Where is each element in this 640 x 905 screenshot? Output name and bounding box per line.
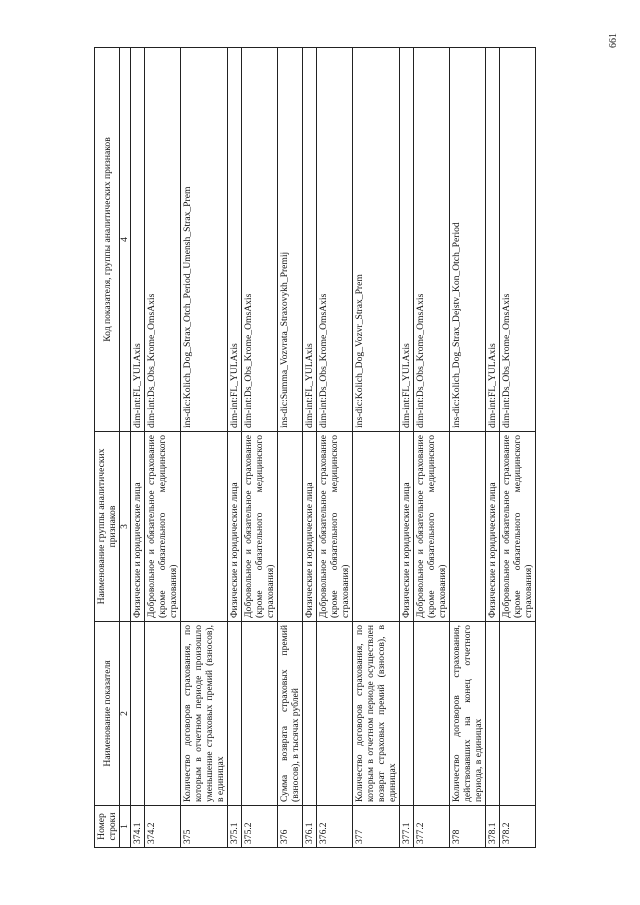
table-row <box>145 48 181 848</box>
table-row <box>317 48 353 848</box>
table-row <box>450 48 486 848</box>
row-number: 376 <box>278 806 303 848</box>
indicator-name <box>145 622 181 806</box>
row-number: 376.2 <box>317 806 353 848</box>
indicator-name <box>131 622 145 806</box>
group-name: Добровольное и обязательное страхование (кроме обязательного медицинского страхования) <box>414 432 450 622</box>
indicator-code: ins-dic:Kolich_Dog_Vozvr_Strax_Prem <box>353 48 400 432</box>
row-number: 377.1 <box>400 806 414 848</box>
row-number: 376.1 <box>303 806 317 848</box>
row-number: 378.1 <box>486 806 500 848</box>
table-row <box>400 48 414 848</box>
indicator-table <box>94 47 536 848</box>
indicator-code: dim-int:Ds_Obs_Krome_OmsAxis <box>414 48 450 432</box>
page-number: 661 <box>608 33 619 48</box>
row-number: 375 <box>181 806 228 848</box>
column-index-2: 2 <box>120 622 131 806</box>
table-row <box>131 48 145 848</box>
group-name: Добровольное и обязательное страхование (кроме обязательного медицинского страхования) <box>317 432 353 622</box>
group-name: Физические и юридические лица <box>400 432 414 622</box>
indicator-code: dim-int:Ds_Obs_Krome_OmsAxis <box>500 48 536 432</box>
row-number: 374.2 <box>145 806 181 848</box>
header-code: Код показателя, группы аналитических признаков <box>95 48 120 432</box>
group-name <box>353 432 400 622</box>
indicator-name: Сумма возврата страховых премий (взносов), в тысячах рублей <box>278 622 303 806</box>
group-name: Физические и юридические лица <box>303 432 317 622</box>
row-number: 377 <box>353 806 400 848</box>
header-indicator-name: Наименование показателя <box>95 622 120 806</box>
table-row <box>303 48 317 848</box>
header-row-number: Номер строки <box>95 806 120 848</box>
table-row <box>486 48 500 848</box>
indicator-name <box>414 622 450 806</box>
column-index-3: 3 <box>120 432 131 622</box>
column-index-row <box>120 48 131 848</box>
indicator-name <box>317 622 353 806</box>
row-number: 377.2 <box>414 806 450 848</box>
table-row <box>353 48 400 848</box>
table-row <box>414 48 450 848</box>
group-name: Физические и юридические лица <box>486 432 500 622</box>
indicator-code: ins-dic:Kolich_Dog_Strax_Dejstv_Kon_Otch_Period <box>450 48 486 432</box>
indicator-name <box>228 622 242 806</box>
row-number: 375.1 <box>228 806 242 848</box>
table-row <box>181 48 228 848</box>
indicator-name <box>303 622 317 806</box>
row-number: 375.2 <box>242 806 278 848</box>
indicator-name: Количество договоров страхования, действовавших на конец отчетного периода, в единицах <box>450 622 486 806</box>
indicator-code: ins-dic:Kolich_Dog_Strax_Otch_Period_Umensh_Strax_Prem <box>181 48 228 432</box>
header-group-name: Наименование группы аналитических признаков <box>95 432 120 622</box>
header-row <box>95 48 120 848</box>
indicator-code: dim-int:FL_YULAxis <box>486 48 500 432</box>
indicator-code: dim-int:Ds_Obs_Krome_OmsAxis <box>242 48 278 432</box>
row-number: 378.2 <box>500 806 536 848</box>
table-row <box>278 48 303 848</box>
indicator-name: Количество договоров страхования, по которым в отчетном периоде произошло уменьшение страховых премий (взносов), в единицах <box>181 622 228 806</box>
rotated-table-container <box>94 48 580 848</box>
indicator-name <box>242 622 278 806</box>
group-name <box>181 432 228 622</box>
group-name: Добровольное и обязательное страхование (кроме обязательного медицинского страхования) <box>145 432 181 622</box>
indicator-name <box>400 622 414 806</box>
indicator-code: dim-int:Ds_Obs_Krome_OmsAxis <box>145 48 181 432</box>
indicator-name: Количество договоров страхования, по которым в отчетном периоде осуществлен возврат страховых премий (взносов), в единицах <box>353 622 400 806</box>
row-number: 374.1 <box>131 806 145 848</box>
table-row <box>242 48 278 848</box>
table-row <box>500 48 536 848</box>
indicator-name <box>500 622 536 806</box>
column-index-4: 4 <box>120 48 131 432</box>
indicator-code: dim-int:FL_YULAxis <box>228 48 242 432</box>
group-name: Добровольное и обязательное страхование (кроме обязательного медицинского страхования) <box>500 432 536 622</box>
indicator-code: dim-int:FL_YULAxis <box>400 48 414 432</box>
indicator-code: dim-int:FL_YULAxis <box>131 48 145 432</box>
row-number: 378 <box>450 806 486 848</box>
group-name: Физические и юридические лица <box>131 432 145 622</box>
group-name: Добровольное и обязательное страхование (кроме обязательного медицинского страхования) <box>242 432 278 622</box>
indicator-code: dim-int:FL_YULAxis <box>303 48 317 432</box>
group-name <box>278 432 303 622</box>
group-name <box>450 432 486 622</box>
indicator-code: dim-int:Ds_Obs_Krome_OmsAxis <box>317 48 353 432</box>
indicator-code: ins-dic:Summa_Vozvrata_Straxovykh_Premij <box>278 48 303 432</box>
group-name: Физические и юридические лица <box>228 432 242 622</box>
table-row <box>228 48 242 848</box>
indicator-name <box>486 622 500 806</box>
column-index-1: 1 <box>120 806 131 848</box>
